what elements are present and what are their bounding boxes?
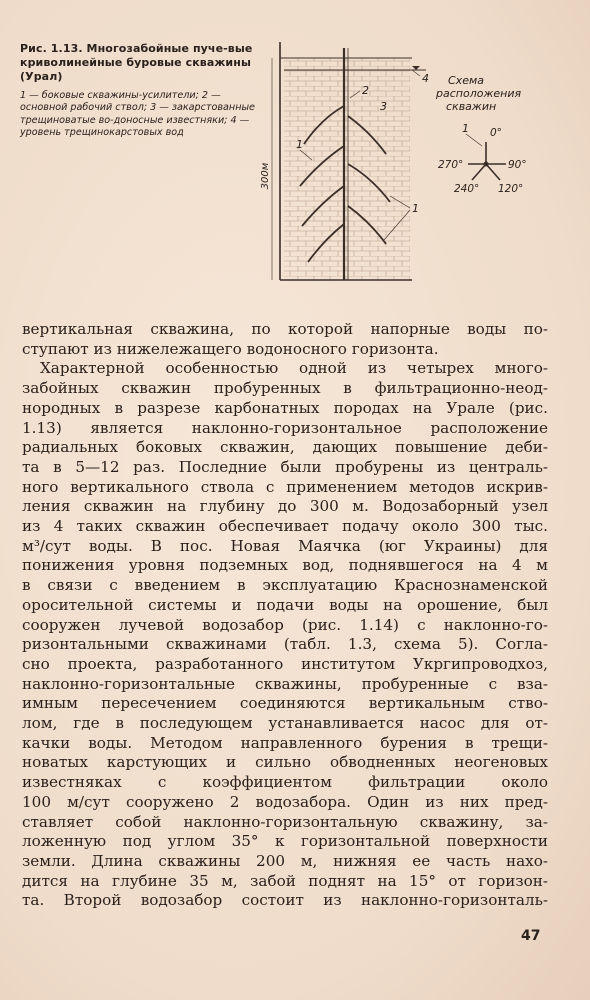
text-line: имным пересечением соединяются вертикальным ство-	[22, 694, 548, 713]
text-line: ставляет собой наклонно-горизонтальную скважину, за-	[22, 812, 548, 831]
text-line: сно проекта, разработанного институтом Укргипроводхоз,	[22, 654, 548, 673]
text-line: 1.13) является наклонно-горизонтальное расположение	[22, 418, 548, 437]
text-line: 100 м/сут сооружено 2 водозабора. Один из них пред-	[22, 792, 548, 811]
depth-label: 300м	[260, 162, 271, 190]
borehole-layout-scheme	[468, 142, 506, 180]
text-line: лом, где в последующем устанавливается насос для от-	[22, 714, 548, 733]
figure-caption	[20, 42, 270, 140]
water-level-marker	[412, 66, 420, 70]
text-line: нородных в разрезе карбонатных породах на Урале (рис.	[22, 398, 548, 417]
well-diagram-svg	[262, 36, 580, 298]
scheme-title-line: Схема	[448, 74, 484, 87]
text-line: ложенную под углом 35° к горизонтальной поверхности	[22, 832, 548, 851]
callout-side-borehole-right: 1	[412, 202, 419, 215]
scheme-title-line: скважин	[446, 100, 497, 113]
figure-caption-legend: 1 — боковые скважины-усилители; 2 — основной рабочий ствол; 3 — закарстованные трещиноватые во-доносные известняки; 4 — уровень трещинокарстовых вод	[20, 90, 255, 139]
limestone-rock-mass	[284, 58, 410, 280]
text-line: ступают из нижележащего водоносного горизонта.	[22, 339, 439, 358]
text-line: земли. Длина скважины 200 м, нижняя ее часть нахо-	[22, 851, 548, 870]
azimuth-label: 90°	[508, 159, 527, 171]
text-line: сооружен лучевой водозабор (рис. 1.14) с наклонно-го-	[22, 615, 548, 634]
text-line: известняках с коэффициентом фильтрации около	[22, 773, 548, 792]
azimuth-label: 0°	[490, 127, 502, 139]
callout-leader	[466, 134, 482, 146]
text-line: из 4 таких скважин обеспечивает подачу около 300 тыс.	[22, 517, 548, 536]
text-line: понижения уровня подземных вод, поднявшегося на 4 м	[22, 556, 548, 575]
text-line: ного вертикального ствола с применением методов искрив-	[22, 477, 548, 496]
text-line: вертикальная скважина, по которой напорные воды по-	[22, 320, 548, 338]
azimuth-label: 270°	[438, 159, 464, 171]
text-line: новатых карстующих и сильно обводненных неогеновых	[22, 753, 548, 772]
text-line: качки воды. Методом направленного бурения в трещи-	[22, 733, 548, 752]
scheme-callout: 1	[462, 122, 469, 135]
callout-side-borehole-left: 1	[296, 138, 303, 151]
text-line: оросительной системы и подачи воды на орошение, был	[22, 595, 548, 614]
text-line: Характерной особенностью одной из четырех много-	[40, 359, 548, 378]
text-line: в связи с введением в эксплуатацию Краснознаменской	[22, 576, 548, 595]
callout-water-level: 4	[422, 72, 429, 85]
azimuth-label: 240°	[454, 183, 480, 195]
azimuth-label: 120°	[498, 183, 524, 195]
body-text	[22, 320, 548, 911]
callout-limestones: 3	[380, 100, 387, 113]
well-diagram	[262, 36, 580, 298]
page-number: 47	[521, 928, 541, 944]
callout-main-shaft: 2	[362, 84, 369, 97]
scheme-title-line: расположения	[436, 87, 522, 100]
text-line: забойных скважин пробуренных в фильтрационно-неод-	[22, 379, 548, 398]
text-line: та. Второй водозабор состоит из наклонно-горизонталь-	[22, 891, 548, 910]
text-line: дится на глубине 35 м, забой поднят на 15° от горизон-	[22, 871, 548, 890]
text-line: м³/сут воды. В пос. Новая Маячка (юг Украины) для	[22, 536, 548, 555]
text-line: ризонтальными скважинами (табл. 1.3, схема 5). Согла-	[22, 635, 548, 654]
callout-leader	[412, 70, 420, 76]
text-line: наклонно-горизонтальные скважины, пробуренные с вза-	[22, 674, 548, 693]
figure-caption-title: Рис. 1.13. Многозабойные пуче-вые криволинейные буровые скважины (Урал)	[20, 42, 253, 83]
text-line: та в 5—12 раз. Последние были пробурены из централь-	[22, 457, 548, 476]
text-line: ления скважин на глубину до 300 м. Водозаборный узел	[22, 497, 548, 516]
text-line: радиальных боковых скважин, дающих повышение деби-	[22, 438, 548, 457]
